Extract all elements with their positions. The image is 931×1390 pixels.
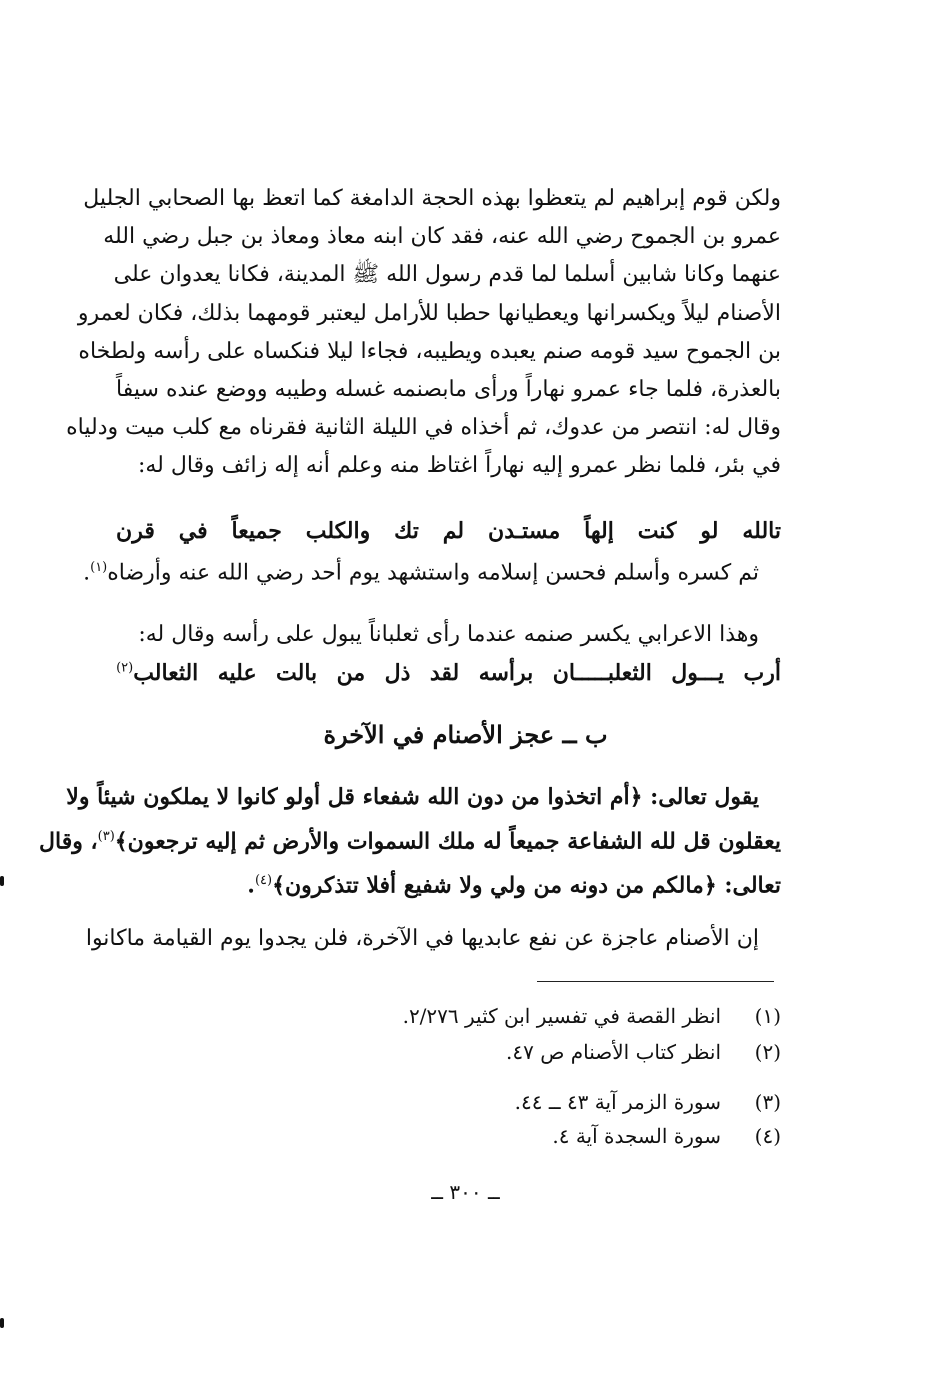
verse-word: لم [442, 518, 465, 544]
verse-word: عليه [217, 660, 257, 686]
footnote-text: سورة السجدة آية ٤. [552, 1124, 721, 1148]
footnote-1 [403, 1004, 781, 1028]
verse-word: يـــول [671, 660, 725, 686]
footnote-number: (٤) [754, 1124, 781, 1148]
quran-line-2-text: يعقلون قل لله الشفاعة جميعاً له ملك السموات والأرض ثم إليه ترجعون﴾ [114, 828, 781, 855]
bedouin-line [138, 622, 759, 647]
footnote-2 [506, 1040, 781, 1064]
footnote-ref-2: (٢) [116, 660, 134, 676]
verse-word: كنت [637, 518, 677, 544]
after-verse-text: ثم كسره وأسلم فحسن إسلامه واستشهد يوم أحد رضي الله عنه وأرضاه [107, 560, 759, 586]
footnote-text: انظر كتاب الأصنام ص ٤٧. [506, 1040, 721, 1064]
quran-line-3-text: تعالى: ﴿مالكم من دونه من ولي ولا شفيع أفلا تتذكرون﴾ [272, 872, 781, 899]
section-heading: ب ــ عجز الأصنام في الآخرة [323, 720, 608, 749]
text-line: بالعذرة، فلما جاء عمرو نهاراً ورأى مابصنمه غسله وطيبه ووضع عنده سيفاً [116, 377, 781, 403]
bedouin-text: وهذا الاعرابي يكسر صنمه عندما رأى ثعلباناً يبول على رأسه وقال له: [138, 622, 759, 647]
verse-word: جميعاً [231, 518, 282, 544]
text-line: وقال له: انتصر من عدوك، ثم أخذاه في الليلة الثانية فقرناه مع كلب ميت ودلياه [66, 415, 781, 441]
footnote-text: انظر القصة في تفسير ابن كثير ٢/٢٧٦. [402, 1004, 721, 1028]
verse-word: لو [700, 518, 719, 544]
after-verse-line: ثم كسره وأسلم فحسن إسلامه واستشهد يوم أحد رضي الله عنه وأرضاه$^{(١)}$. [83, 560, 759, 586]
verse-word: الثعلبـــــان [552, 660, 652, 686]
verse-word: إلهاً [584, 518, 614, 544]
verse-word: من [336, 660, 366, 686]
footnote-ref-4: (٤) [254, 873, 273, 889]
closing-line [86, 926, 759, 951]
verse-word: مستـدن [488, 518, 561, 544]
footnote-number: (٣) [754, 1090, 781, 1114]
verse-word: الثعالب [133, 660, 199, 686]
quran-line-3 [116, 861, 781, 905]
verse-word: لقد [429, 660, 460, 686]
quran-line-2 [39, 817, 781, 861]
closing-text: إن الأصنام عاجزة عن نفع عابديها في الآخرة، فلن يجدوا يوم القيامة ماكانوا [85, 926, 759, 951]
text-line: عنهما وكانا شابين أسلما لما قدم رسول الله ﷺ المدينة، فكانا يعدوان على [113, 262, 781, 288]
quran-line-2-tail: ، وقال [39, 828, 98, 855]
verse-word: برأسه [478, 660, 534, 686]
poem-verse-2 [116, 660, 781, 686]
text-line: عمرو بن الجموح رضي الله عنه، فقد كان ابنه معاذ ومعاذ بن جبل رضي الله [103, 224, 781, 250]
footnote-divider [537, 981, 774, 982]
poem-verse-1 [116, 518, 781, 544]
footnote-4 [552, 1124, 781, 1148]
text-line: الأصنام ليلاً ويكسرانها ويعطيانها حطبا للأرامل ليعتبر قومهما بذلك، فكان لعمرو [77, 300, 781, 326]
quran-paragraph [39, 778, 781, 906]
footnote-ref-1: (١) [90, 560, 108, 575]
footnote-3 [515, 1090, 781, 1114]
text-line: بن الجموح سيد قومه صنم يعبده ويطيبه، فجاءا ليلا فنكساه على رأسه ولطخاه [78, 338, 781, 364]
verse-word: والكلب [305, 518, 371, 544]
text-line: في بئر، فلما نظر عمرو إليه نهاراً اغتاظ منه وعلم أنه إله زائف وقال له: [137, 453, 781, 479]
intro-paragraph [66, 180, 781, 486]
page-number: ــ ٣٠٠ ــ [431, 1180, 500, 1204]
verse-word: تك [394, 518, 419, 544]
text-line: ولكن قوم إبراهيم لم يتعظوا بهذه الحجة الدامغة كما اتعظ بها الصحابي الجليل [83, 186, 781, 211]
verse-word: في [178, 518, 208, 544]
quran-line-3-tail: . [247, 872, 255, 899]
verse-word: تالله [742, 518, 781, 544]
scan-edge-mark [0, 876, 4, 886]
footnote-number: (١) [754, 1004, 781, 1028]
footnote-text: سورة الزمر آية ٤٣ ــ ٤٤. [514, 1090, 721, 1114]
footnote-ref-3: (٣) [97, 829, 115, 844]
verse-word: ذل [384, 660, 411, 686]
quran-line-1: يقول تعالى: ﴿أم اتخذوا من دون الله شفعاء قل أولو كانوا لا يملكون شيئاً ولا [66, 784, 759, 810]
scan-edge-mark [0, 1318, 4, 1328]
footnote-number: (٢) [754, 1040, 781, 1064]
verse-word: بالت [276, 660, 318, 686]
verse-word: أرب [743, 660, 781, 686]
verse-word: قرن [116, 518, 155, 544]
